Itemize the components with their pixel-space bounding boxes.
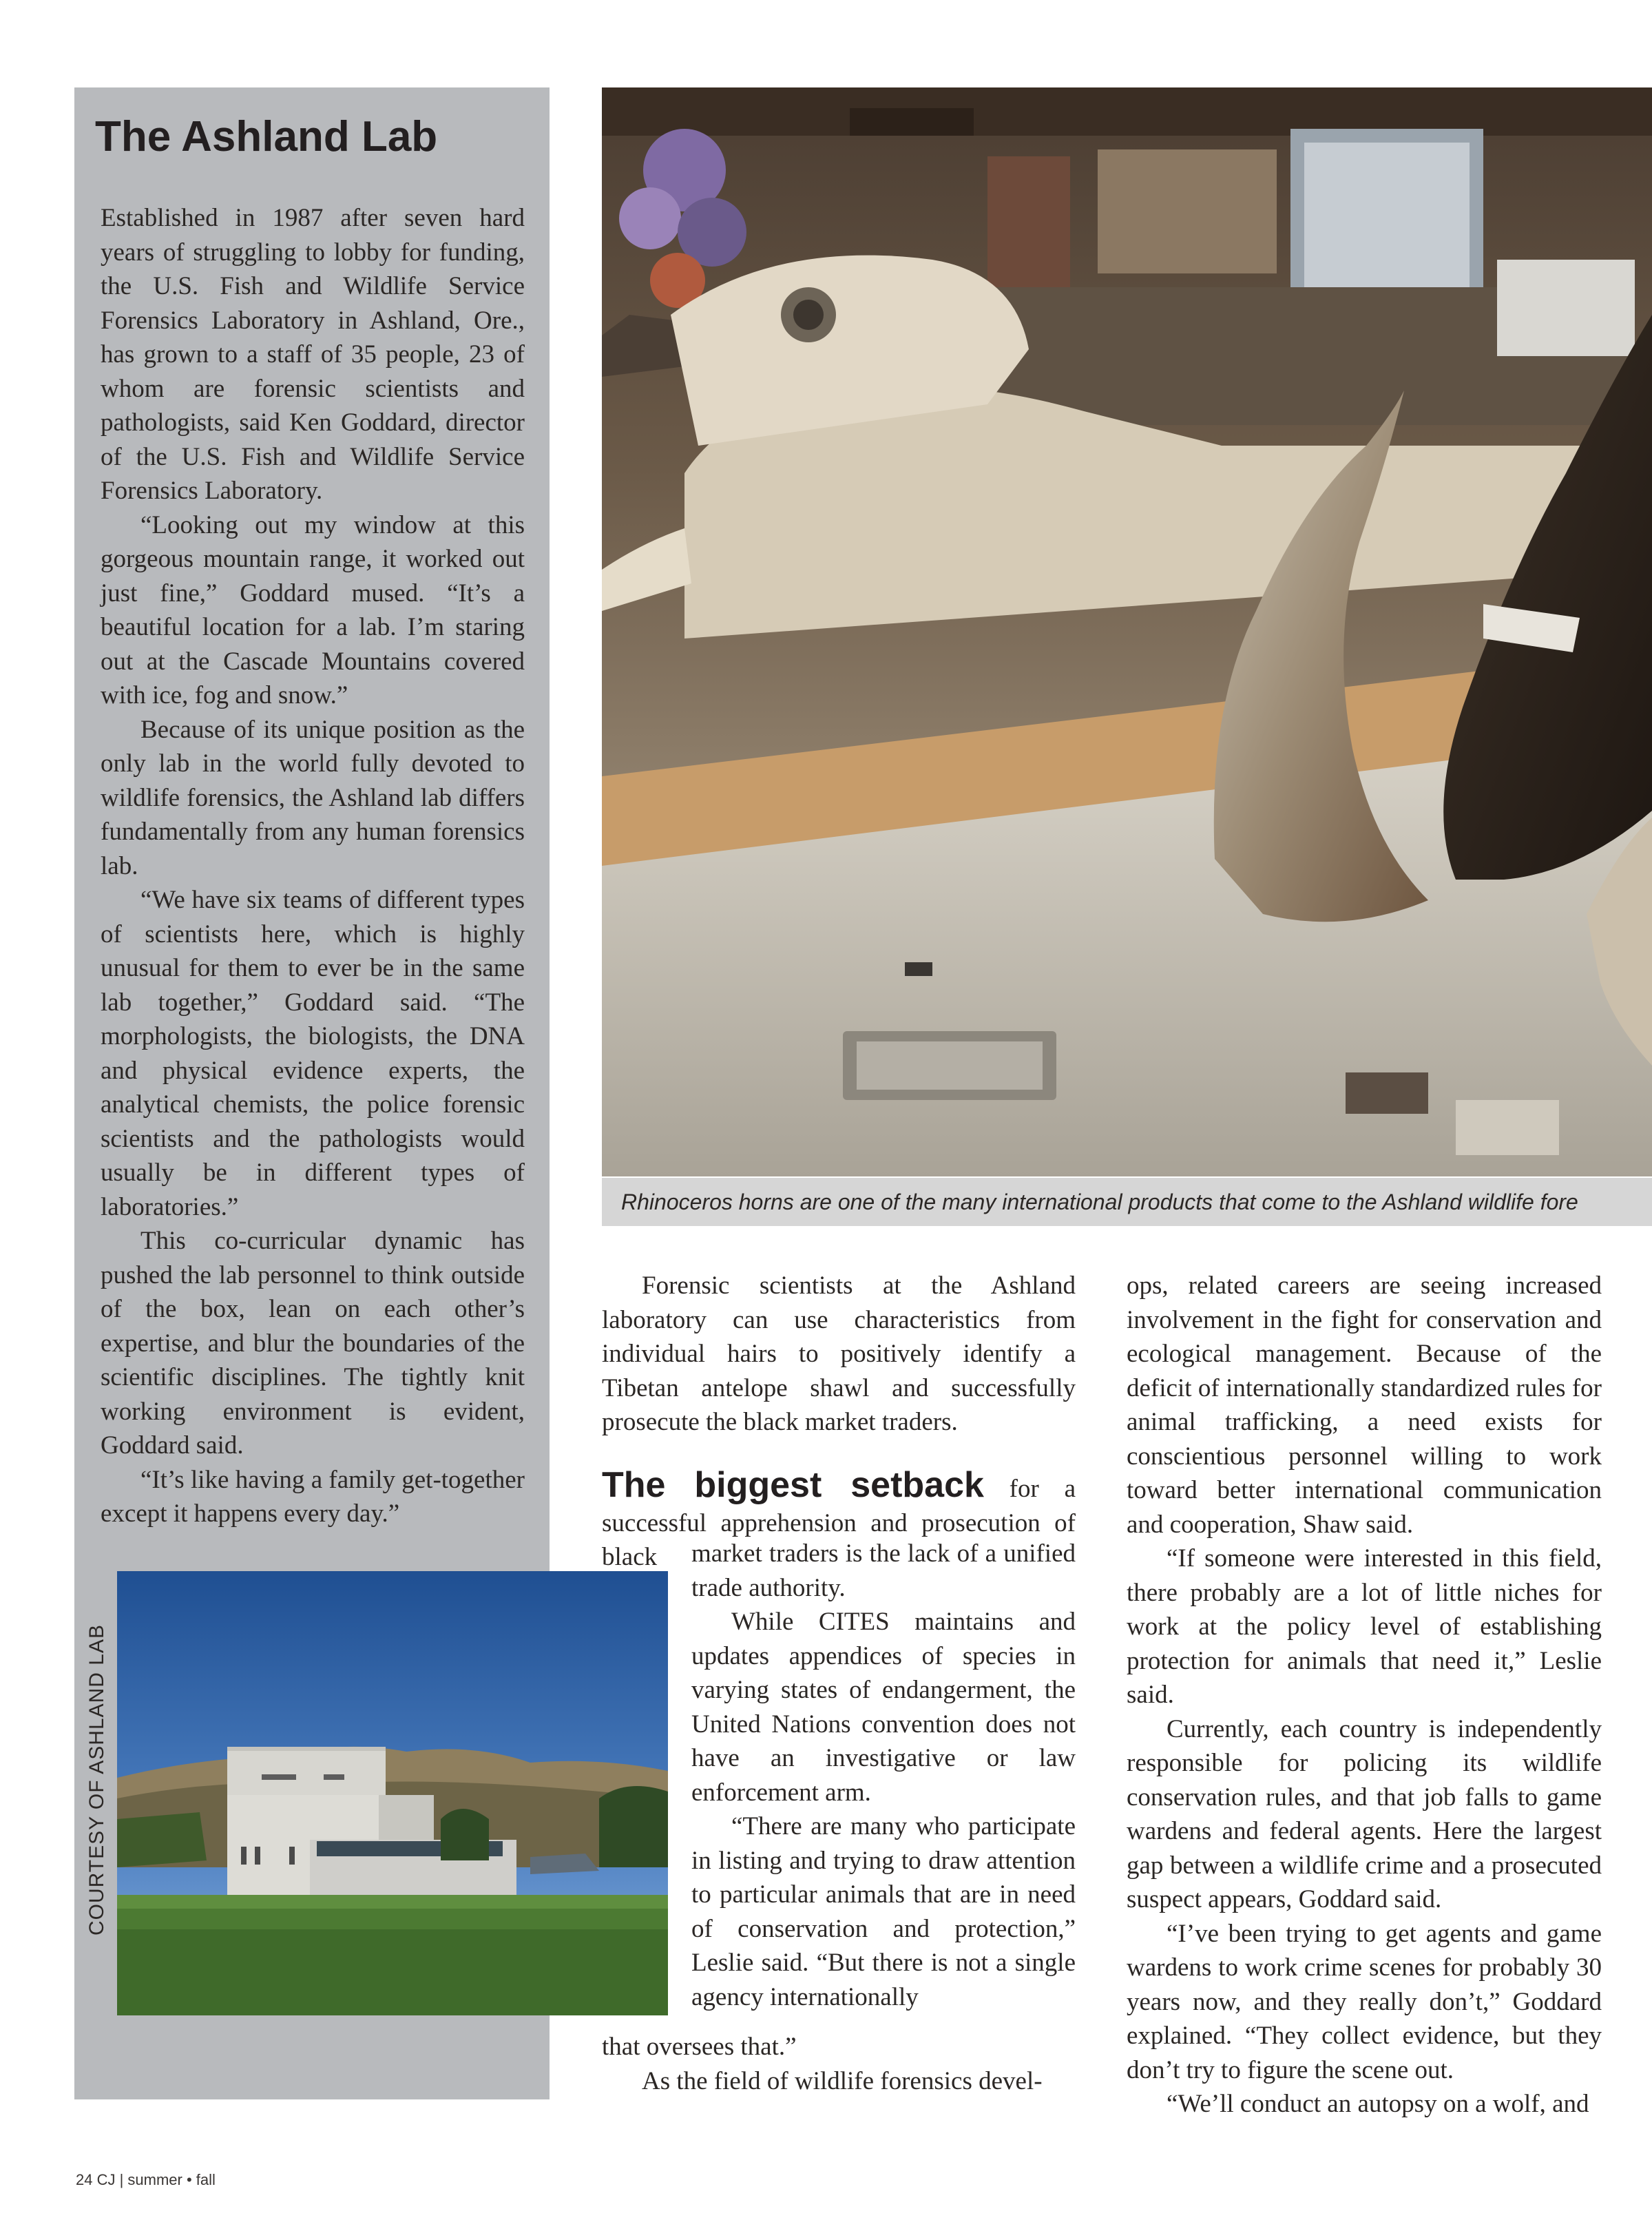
sidebar-title: The Ashland Lab: [95, 113, 438, 160]
article-paragraph: While CITES maintains and updates appendices of species in varying states of endangerment, the United Nations convention does not have an investigative or law enforcement arm.: [691, 1608, 1076, 1807]
section-lead-text: for a successful apprehension and prosecution of black: [602, 1475, 1076, 1571]
article-column-1-end: [602, 2030, 1076, 2098]
article-paragraph: “There are many who participate in listing and trying to draw attention to particular animals that are in need of conservation and protection,” Leslie said. “But there is not a single agency internationally: [691, 1812, 1076, 2011]
article-paragraph: market traders is the lack of a unified trade authority.: [691, 1539, 1076, 1602]
sidebar-paragraph: Established in 1987 after seven hard years of struggling to lobby for funding, the U.S. Fish and Wildlife Service Forensics Laboratory in Ashland, Ore., has grown to a staff of 35 people, 23 of whom are forensic scientists and pathologists, said Ken Goddard, director of the U.S. Fish and Wildlife Service Forensics Laboratory.: [101, 204, 525, 505]
article-column-1-intro: [602, 1269, 1076, 1440]
section-heading: The biggest setback: [602, 1465, 984, 1505]
article-column-1-wrap: [691, 1537, 1076, 2014]
lab-building-photo: [117, 1571, 668, 2015]
page-footer: 24 CJ | summer • fall: [76, 2171, 216, 2188]
sidebar-paragraph: Because of its unique position as the only lab in the world fully devoted to wildlife forensics, the Ashland lab differs fundamentally from any human forensics lab.: [101, 715, 525, 880]
article-column-2: [1127, 1269, 1602, 2121]
sidebar-paragraph: This co-curricular dynamic has pushed the lab personnel to think outside of the box, lean on each other’s expertise, and blur the boundaries of the scientific disciplines. The tightly knit working environment is evident, Goddard said.: [101, 1227, 525, 1460]
sidebar-text: [101, 201, 525, 1531]
article-paragraph: ops, related careers are seeing increased involvement in the fight for conservation and ecological management. Because of the deficit of internationally standardized rules for animal trafficking, a need exists for conscientious personnel willing to work toward better international communication and cooperation, Shaw said.: [1127, 1272, 1602, 1539]
article-paragraph: Currently, each country is independently responsible for policing its wildlife conservation rules, and that job falls to game wardens and federal agents. Here the largest gap between a wildlife crime and a prosecuted suspect appears, Goddard said.: [1127, 1714, 1602, 1913]
photo-credit: COURTESY OF ASHLAND LAB: [85, 1623, 108, 1936]
photo-caption: Rhinoceros horns are one of the many international products that come to the Ashland wildlife fore: [621, 1190, 1578, 1214]
article-paragraph: As the field of wildlife forensics devel-: [642, 2066, 1043, 2095]
sidebar-paragraph: “Looking out my window at this gorgeous mountain range, it worked out just fine,” Goddard mused. “It’s a beautiful location for a lab. I’m staring out at the Cascade Mountains covered with ice, fog and snow.”: [101, 510, 525, 709]
article-paragraph: Forensic scientists at the Ashland laboratory can use characteristics from individual hairs to positively identify a Tibetan antelope shawl and successfully prosecute the black market traders.: [602, 1272, 1076, 1436]
sidebar-paragraph: “It’s like having a family get-together except it happens every day.”: [101, 1465, 525, 1528]
rhino-horns-photo: [602, 87, 1652, 1176]
sidebar-paragraph: “We have six teams of different types of scientists here, which is highly unusual for them to ever be in the same lab together,” Goddard said. “The morphologists, the biologists, the DNA and physical evidence experts, the analytical chemists, the police forensic scientists and the pathologists would usually be in different types of laboratories.”: [101, 886, 525, 1221]
article-paragraph: “I’ve been trying to get agents and game wardens to work crime scenes for probably 30 years now, and they really don’t,” Goddard explained. “They collect evidence, but they don’t try to figure the scene out.: [1127, 1919, 1602, 2084]
article-paragraph: that oversees that.”: [602, 2033, 797, 2061]
photo-caption-bar: [602, 1178, 1652, 1226]
article-paragraph: “If someone were interested in this field, there probably are a lot of little niches for work at the policy level of establishing protection for animals that need it,” Leslie said.: [1127, 1544, 1602, 1709]
article-paragraph: “We’ll conduct an autopsy on a wolf, and: [1167, 2090, 1589, 2118]
